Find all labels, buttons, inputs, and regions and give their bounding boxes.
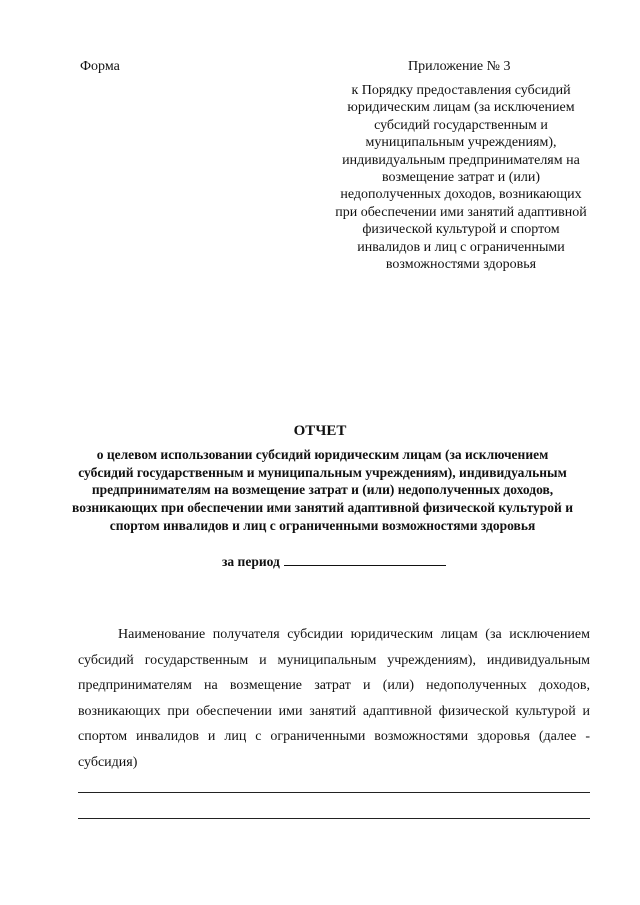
appendix-title: Приложение № 3 xyxy=(408,59,511,74)
recipient-fill-line-2[interactable] xyxy=(78,818,590,819)
recipient-paragraph: Наименование получателя субсидии юридическим лицам (за исключением субсидий государственным и муниципальным учреждениям), индивидуальным предпринимателям на возмещение затрат и (или) недополученных доходов, возникающих при обеспечении ими занятий адаптивной физической культурой и спортом инвалидов и лиц с ограниченными возможностями здоровья (далее - субсидия) xyxy=(78,627,590,770)
recipient-fill-line-1[interactable] xyxy=(78,792,590,793)
report-subtitle: о целевом использовании субсидий юридическим лицам (за исключением субсидий государственным и муниципальным учреждениям), индивидуальным предпринимателям на возмещение затрат и (или) недополученных доходов, возникающих при обеспечении ими занятий адаптивной физической культурой и спортом инвалидов и лиц с ограниченными возможностями здоровья xyxy=(72,447,573,533)
appendix-body: к Порядку предоставления субсидий юридическим лицам (за исключением субсидий государственным и муниципальным учреждениям), индивидуальным предпринимателям на возмещение затрат и (или) недополученных доходов, возникающих при обеспечении ими занятий адаптивной физической культурой и спортом инвалидов и лиц с ограниченными возможностями здоровья xyxy=(335,83,587,273)
form-label: Форма xyxy=(80,59,120,74)
period-label: за период xyxy=(222,554,280,569)
report-title: ОТЧЕТ xyxy=(293,423,347,439)
period-blank-field[interactable] xyxy=(284,553,446,566)
period-line xyxy=(222,553,446,571)
